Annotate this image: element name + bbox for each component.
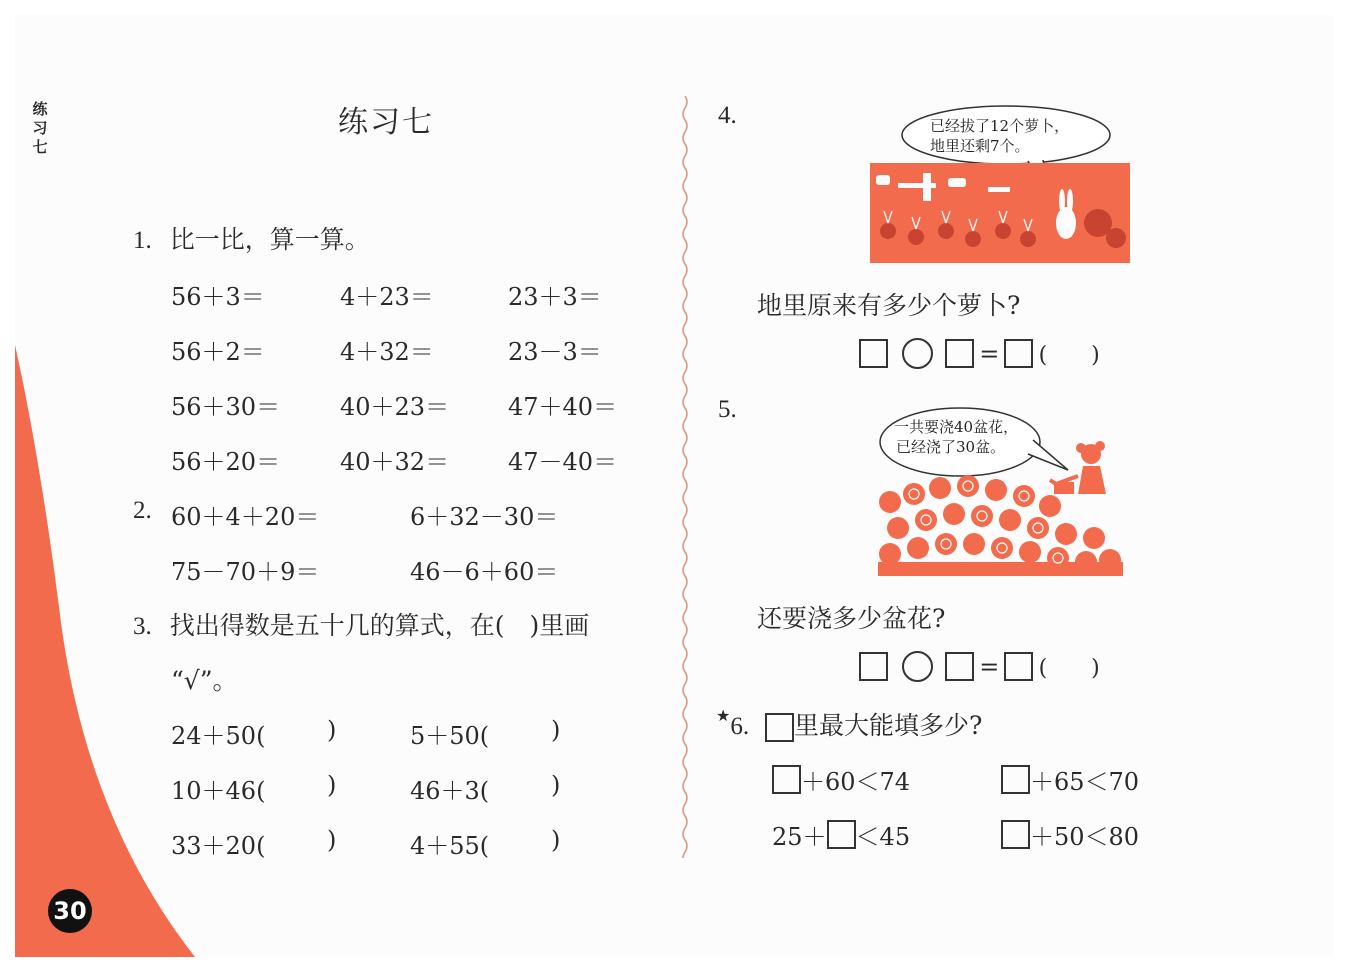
q1-r1-c1: 56＋3＝	[171, 283, 265, 311]
q6-item-4	[1001, 817, 1139, 852]
q3-text-line2: “√”。	[171, 666, 238, 695]
q3-r1-c1-close: )	[327, 716, 337, 744]
q6-item-1-expr: ＋60＜74	[801, 768, 911, 796]
page-number: 30	[48, 889, 92, 933]
q1-r1-c2: 4＋23＝	[340, 283, 434, 311]
q3-r1-c2: 5＋50(	[410, 722, 490, 750]
q1-r2-c1: 56＋2＝	[171, 338, 265, 366]
answer-box[interactable]	[859, 652, 888, 681]
answer-box[interactable]	[772, 765, 801, 794]
q2-number: 2.	[133, 497, 152, 524]
q3-r1-c1: 24＋50(	[171, 722, 266, 750]
answer-box[interactable]	[1001, 820, 1030, 849]
unit-paren: ( )	[1038, 656, 1100, 681]
q2-r2-c1: 75－70＋9＝	[171, 558, 320, 586]
q3-r3-c2: 4＋55(	[410, 832, 490, 860]
q6-number: 6.	[730, 713, 750, 740]
q2-r2-c2: 46－6＋60＝	[410, 558, 559, 586]
q3-number: 3.	[133, 613, 152, 640]
q6-item-2	[1001, 762, 1139, 797]
q3-r2-c1-close: )	[327, 771, 337, 799]
q4-number: 4.	[718, 102, 737, 129]
q3-r3-c2-close: )	[551, 826, 561, 854]
workbook-page	[15, 15, 1333, 957]
q1-r2-c2: 4＋32＝	[340, 338, 434, 366]
q1-r1-c3: 23＋3＝	[508, 283, 602, 311]
q3-r2-c2: 46＋3(	[410, 777, 490, 805]
q1-r4-c3: 47－40＝	[508, 448, 618, 476]
q6-heading	[716, 706, 982, 742]
q6-item-3	[772, 817, 910, 852]
q1-r3-c3: 47＋40＝	[508, 393, 618, 421]
q5-question: 还要浇多少盆花?	[757, 604, 946, 633]
q3-r3-c1-close: )	[327, 826, 337, 854]
q1-r3-c2: 40＋23＝	[340, 393, 450, 421]
q6-item-2-expr: ＋65＜70	[1030, 768, 1140, 796]
q5-answer-row	[859, 651, 1100, 682]
q6-item-3-expr: ＜45	[855, 823, 911, 851]
answer-box[interactable]	[945, 339, 974, 368]
q2-r1-c1: 60＋4＋20＝	[171, 503, 320, 531]
q3-r2-c2-close: )	[551, 771, 561, 799]
q3-r3-c1: 33＋20(	[171, 832, 266, 860]
answer-box[interactable]	[1001, 765, 1030, 794]
answer-box[interactable]	[827, 820, 856, 849]
q6-item-3-prefix: 25＋	[772, 823, 827, 851]
operator-circle[interactable]	[902, 651, 933, 682]
equals-sign: =	[979, 652, 1000, 681]
q1-r4-c2: 40＋32＝	[340, 448, 450, 476]
q1-r2-c3: 23－3＝	[508, 338, 602, 366]
answer-box[interactable]	[945, 652, 974, 681]
star-icon: ★	[716, 706, 731, 725]
q4-bubble-line1: 已经拔了12个萝卜，	[930, 117, 1070, 135]
q6-text: 里最大能填多少?	[794, 711, 983, 740]
q2-r1-c2: 6＋32－30＝	[410, 503, 559, 531]
q1-r4-c1: 56＋20＝	[171, 448, 281, 476]
q5-bubble-line1: 一共要浇40盆花，	[894, 418, 1019, 436]
q4-answer-row	[859, 338, 1100, 369]
answer-box[interactable]	[1004, 652, 1033, 681]
side-label: 练习七	[32, 100, 48, 156]
q5-number: 5.	[718, 396, 737, 423]
q6-item-4-expr: ＋50＜80	[1030, 823, 1140, 851]
operator-circle[interactable]	[902, 338, 933, 369]
answer-box[interactable]	[859, 339, 888, 368]
q5-bubble-line2: 已经浇了30盆。	[896, 438, 1006, 456]
q6-item-1	[772, 762, 910, 797]
equals-sign: =	[979, 339, 1000, 368]
q3-heading	[133, 606, 589, 642]
q1-heading	[133, 220, 370, 256]
q3-r2-c1: 10＋46(	[171, 777, 266, 805]
q4-bubble-line2: 地里还剩7个。	[930, 137, 1030, 155]
page-title: 练习七	[338, 105, 434, 140]
q4-question: 地里原来有多少个萝卜?	[757, 291, 1021, 320]
unit-paren: ( )	[1038, 343, 1100, 368]
carrot-field-illustration	[868, 103, 1133, 265]
watering-flowers-illustration	[878, 402, 1123, 577]
q1-text: 比一比，算一算。	[169, 225, 370, 254]
answer-box[interactable]	[1004, 339, 1033, 368]
page-divider	[680, 96, 690, 858]
q1-r3-c1: 56＋30＝	[171, 393, 281, 421]
q3-text: 找出得数是五十几的算式，在( )里画	[169, 611, 590, 640]
q3-r1-c2-close: )	[551, 716, 561, 744]
answer-box[interactable]	[765, 713, 794, 742]
q1-number: 1.	[133, 227, 152, 254]
